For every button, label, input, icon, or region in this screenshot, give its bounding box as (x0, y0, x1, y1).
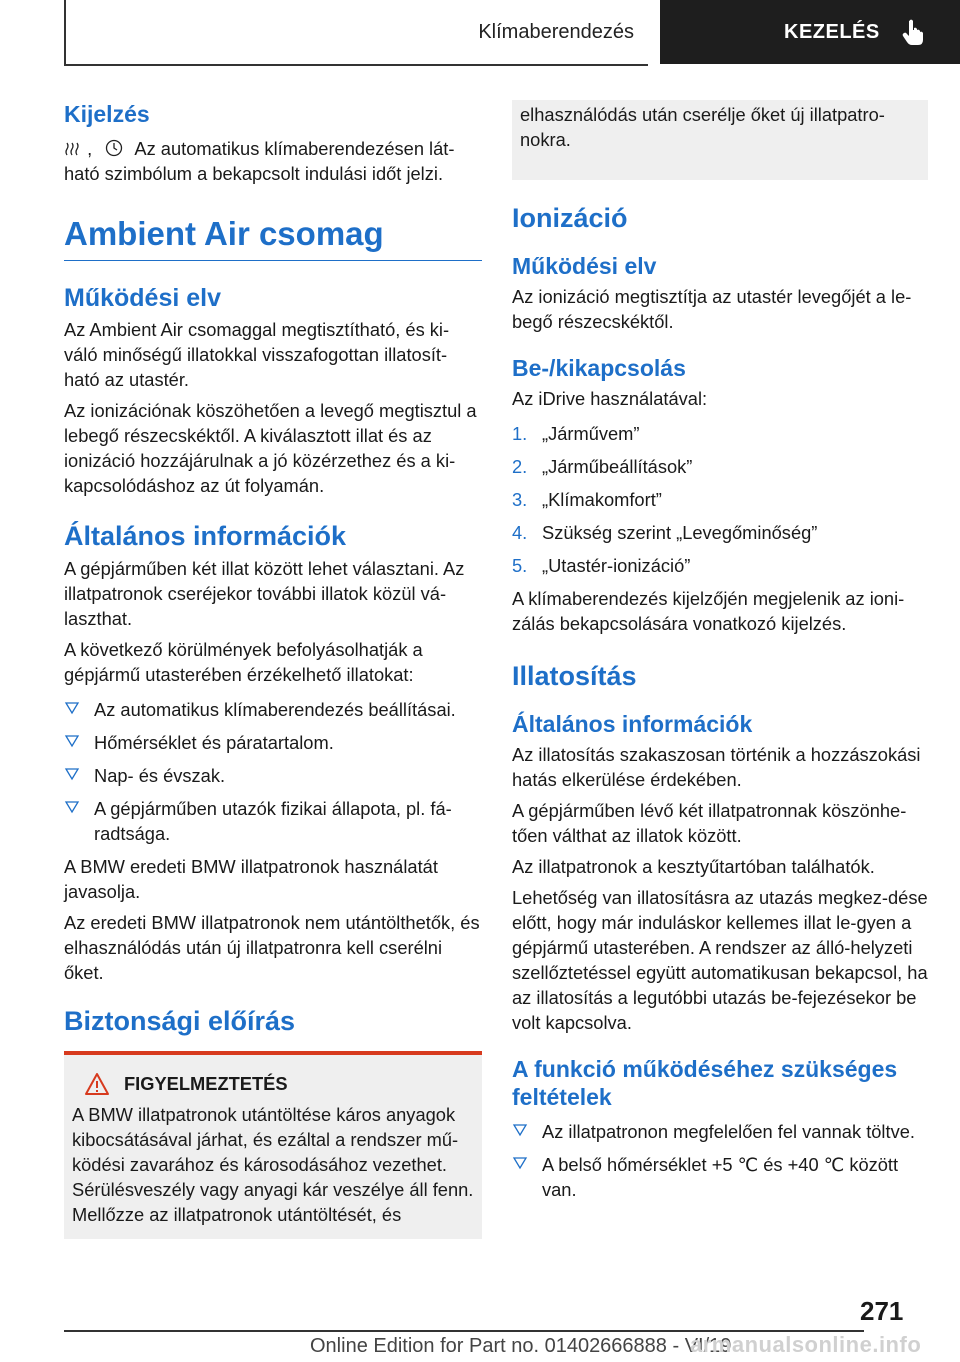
kijelzes-text: Az automatikus klímaberendezésen lát-ható szimbólum a bekapcsolt indulási időt jelzi. (64, 138, 455, 184)
list-item: A gépjárműben utazók fizikai állapota, pl. fá-radtsága. (64, 796, 482, 846)
warning-title: FIGYELMEZTETÉS (72, 1071, 474, 1096)
mukodesi-paragraph-2: Az ionizációnak köszöhetően a levegő megtisztul a lebegő részecskéktől. A kiválasztott illat és az ionizáció hozzájárulnak a jó közérzethez és a ki-kapcsolódáshoz az út folyamán. (64, 400, 477, 496)
triangle-bullet-icon (64, 733, 80, 749)
illatositas-paragraph-2: A gépjárműben lévő két illatpatronnak köszönhe-tően válthat az illatok között. (512, 800, 907, 846)
mukodesi-paragraph-1: Az Ambient Air csomaggal megtisztítható, és ki-váló minőségű illatokkal visszafogottan illatosít-ható az utastér. (64, 319, 450, 390)
pointing-hand-icon (900, 17, 930, 47)
altalanos-paragraph-3: A BMW eredeti BMW illatpatronok használatát javasolja. (64, 856, 438, 902)
list-item: 5. „Utastér-ionizáció” (512, 555, 691, 576)
factors-list (64, 697, 482, 846)
list-item: Nap- és évszak. (64, 763, 482, 788)
triangle-bullet-icon (64, 700, 80, 716)
warning-box-continued (512, 100, 928, 180)
heading-kijelzes: Kijelzés (64, 101, 150, 127)
page-number: 271 (860, 1296, 904, 1326)
list-item: 3. „Klímakomfort” (512, 489, 662, 510)
chapter-title: Klímaberendezés (478, 20, 634, 43)
watermark-logo: armanualsonline.info (690, 1332, 922, 1357)
warning-box (64, 1051, 482, 1239)
altalanos-paragraph-2: A következő körülmények befolyásolhatják a gépjármű utasterében érzékelhető illatokat: (64, 639, 423, 685)
heading-ion-mukodesi-elv: Működési elv (512, 253, 657, 279)
heading-illatositas: Illatosítás (512, 661, 637, 691)
list-item: A belső hőmérséklet +5 ℃ és +40 ℃ között van. (512, 1152, 928, 1202)
altalanos-paragraph-4: Az eredeti BMW illatpatronok nem utántölthetők, és elhasználódás után új illatpatronra kell cserélni őket. (64, 912, 480, 983)
clock-timer-icon (105, 139, 123, 157)
edition-text: Online Edition for Part no. 01402666888 - VI/19 (310, 1335, 732, 1357)
ion-mukodesi-paragraph: Az ionizáció megtisztítja az utastér levegőjét a le-begő részecskéktől. (512, 286, 912, 332)
list-item: 2. „Járműbeállítások” (512, 456, 693, 477)
left-column (64, 100, 482, 1239)
heading-mukodesi-elv: Működési elv (64, 284, 221, 312)
warning-text-continued: elhasználódás után cserélje őket új illatpatro-nokra. (520, 104, 885, 150)
heading-ill-altalanos-informaciok: Általános információk (512, 711, 753, 737)
heading-altalanos-informaciok: Általános információk (64, 521, 347, 551)
kijelzes-paragraph (64, 136, 482, 186)
heading-ambient-air: Ambient Air csomag (64, 214, 482, 261)
kijelzes-separator: , (87, 138, 93, 159)
idrive-steps-list (512, 421, 928, 578)
triangle-bullet-icon (512, 1122, 528, 1138)
list-item: Hőmérséklet és páratartalom. (64, 730, 482, 755)
be-kikapcsolas-paragraph-2: A klímaberendezés kijelzőjén megjelenik az ioni-zálás bekapcsolására vonatkozó kijelzés. (512, 588, 905, 634)
heading-ionizacio: Ionizáció (512, 203, 628, 233)
heading-be-kikapcsolas: Be-/kikapcsolás (512, 355, 686, 381)
triangle-bullet-icon (64, 766, 80, 782)
altalanos-paragraph-1: A gépjárműben két illat között lehet választani. Az illatpatronok cseréjekor további illatok közül vá-laszthat. (64, 558, 465, 629)
section-tab[interactable] (660, 0, 960, 64)
illatositas-paragraph-3: Az illatpatronok a kesztyűtartóban találhatók. (512, 856, 875, 877)
list-item: 4. Szükség szerint „Levegőminőség” (512, 522, 818, 543)
illatositas-paragraph-1: Az illatosítás szakaszosan történik a hozzászokási hatás elkerülése érdekében. (512, 744, 921, 790)
header-bottom-rule (64, 64, 648, 66)
right-column (512, 100, 928, 1210)
heading-biztonsagi-eloiras: Biztonsági előírás (64, 1006, 296, 1036)
illatositas-paragraph-4: Lehetőség van illatosításra az utazás megkez-dése előtt, hogy már induláskor kellemes illat le-gyen a gépjármű utasterében. A rendszer az álló-helyzeti szellőztetéssel együtt automatikusan bekapcsol, ha az illatosítás a legutóbbi utazás be-fejezésekor be volt kapcsolva. (512, 887, 928, 1033)
list-item: Az automatikus klímaberendezés beállításai. (64, 697, 482, 722)
be-kikapcsolas-paragraph: Az iDrive használatával: (512, 388, 708, 409)
triangle-bullet-icon (64, 799, 80, 815)
list-item: 1. „Járművem” (512, 423, 640, 444)
warning-triangle-icon (84, 1072, 110, 1096)
dual-scent-icon (64, 139, 82, 157)
conditions-list (512, 1119, 928, 1202)
warning-text: A BMW illatpatronok utántöltése káros anyagok kibocsátásával járhat, és ezáltal a rendszer mű-ködési zavarához és károsodásához vezethet. Sérülésveszély vagy anyagi kár veszélye áll fenn. Mellőzze az illatpatronok utántöltését, és (72, 1104, 474, 1225)
list-item: Az illatpatronon megfelelően fel vannak töltve. (512, 1119, 928, 1144)
section-tab-label: KEZELÉS (784, 20, 880, 43)
heading-feltetelek: A funkció működéséhez szükséges feltételek (512, 1056, 898, 1110)
triangle-bullet-icon (512, 1155, 528, 1171)
